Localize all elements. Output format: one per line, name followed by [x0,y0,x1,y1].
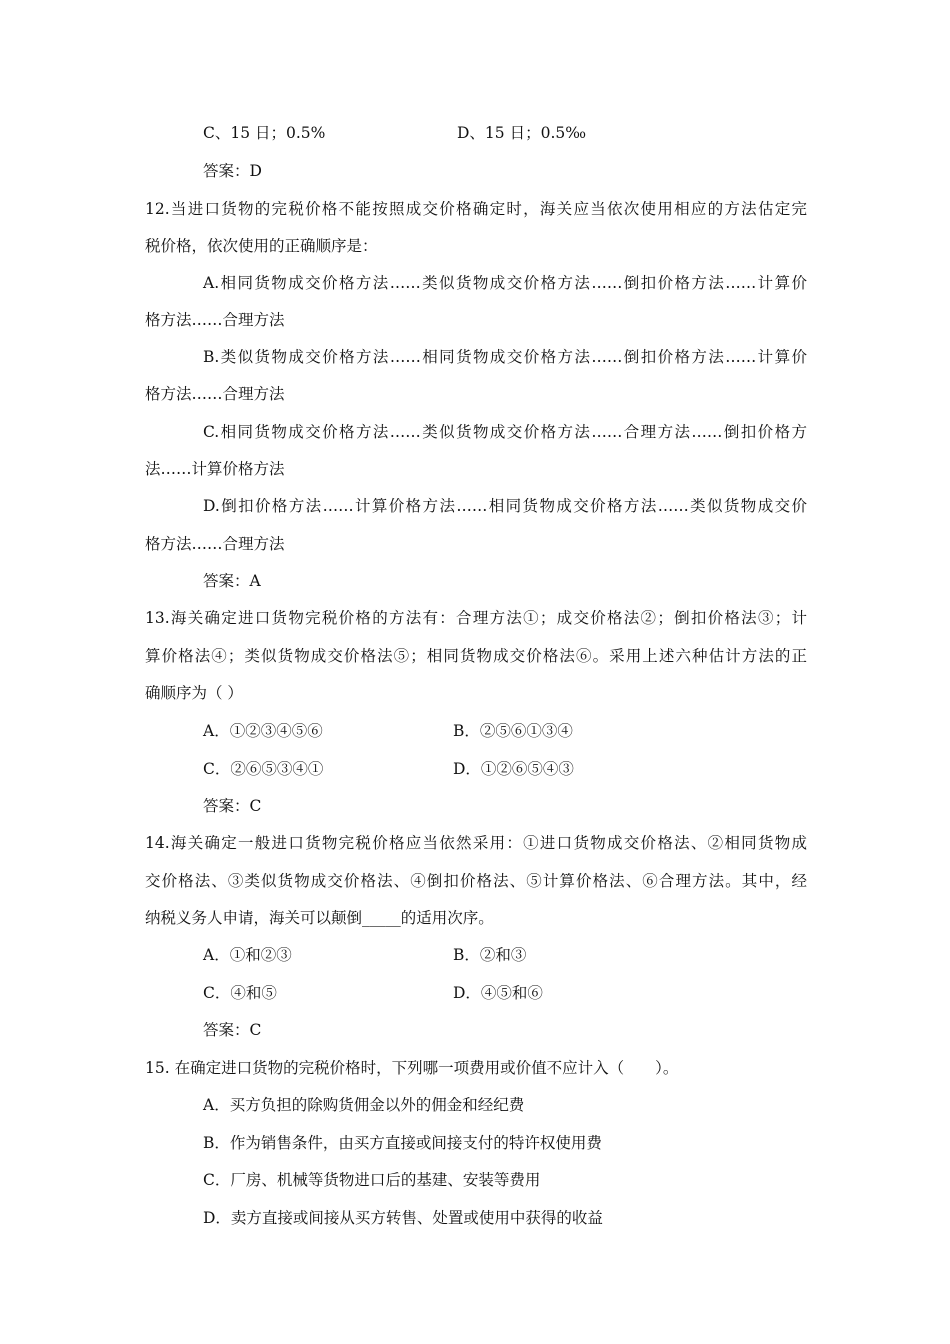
q14-option-c: C．④和⑤ [203,984,277,1002]
q14-option-b: B．②和③ [453,946,527,964]
q13-option-c: C．②⑥⑤③④① [203,760,324,778]
q12-option-b-line2: 格方法……合理方法 [145,385,285,403]
q14-stem-line1: 14.海关确定一般进口货物完税价格应当依然采用：①进口货物成交价格法、②相同货物成 [145,834,807,852]
q12-answer: 答案：A [203,572,261,590]
q14-stem-line3: 纳税义务人申请，海关可以颠倒_____的适用次序。 [145,909,494,927]
q14-option-d: D．④⑤和⑥ [453,984,543,1002]
q11-answer: 答案：D [203,162,262,180]
q12-option-c-line1: C.相同货物成交价格方法……类似货物成交价格方法……合理方法……倒扣价格方 [203,423,807,441]
q14-option-a: A．①和②③ [203,946,292,964]
q13-option-d: D．①②⑥⑤④③ [453,760,574,778]
q12-stem-line1: 12.当进口货物的完税价格不能按照成交价格确定时，海关应当依次使用相应的方法估定完 [145,200,807,218]
q11-option-c: C、15 日；0.5% [203,124,326,142]
q15-option-c: C．厂房、机械等货物进口后的基建、安装等费用 [203,1171,541,1189]
q14-stem-line2: 交价格法、③类似货物成交价格法、④倒扣价格法、⑤计算价格法、⑥合理方法。其中，经 [145,872,807,890]
q12-option-a-line2: 格方法……合理方法 [145,311,285,329]
q13-answer: 答案：C [203,797,262,815]
q15-option-b: B．作为销售条件，由买方直接或间接支付的特许权使用费 [203,1134,602,1152]
q14-answer: 答案：C [203,1021,262,1039]
q15-option-d: D．卖方直接或间接从买方转售、处置或使用中获得的收益 [203,1209,603,1227]
q12-option-d-line1: D.倒扣价格方法……计算价格方法……相同货物成交价格方法……类似货物成交价 [203,497,807,515]
q12-option-a-line1: A.相同货物成交价格方法……类似货物成交价格方法……倒扣价格方法……计算价 [203,274,807,292]
q13-stem-line1: 13.海关确定进口货物完税价格的方法有：合理方法①；成交价格法②；倒扣价格法③；计 [145,609,807,627]
q15-option-a: A．买方负担的除购货佣金以外的佣金和经纪费 [203,1096,525,1114]
q13-option-a: A．①②③④⑤⑥ [203,722,323,740]
q13-stem-line3: 确顺序为（ ） [145,684,243,702]
q12-option-d-line2: 格方法……合理方法 [145,535,285,553]
q13-option-b: B．②⑤⑥①③④ [453,722,573,740]
q12-option-b-line1: B.类似货物成交价格方法……相同货物成交价格方法……倒扣价格方法……计算价 [203,348,807,366]
q11-option-d: D、15 日；0.5‰ [457,124,587,142]
q12-option-c-line2: 法……计算价格方法 [145,460,285,478]
q15-stem: 15. 在确定进口货物的完税价格时，下列哪一项费用或价值不应计入（ ）。 [145,1059,679,1077]
q12-stem-line2: 税价格，依次使用的正确顺序是： [145,237,378,255]
q13-stem-line2: 算价格法④；类似货物成交价格法⑤；相同货物成交价格法⑥。采用上述六种估计方法的正 [145,647,807,665]
